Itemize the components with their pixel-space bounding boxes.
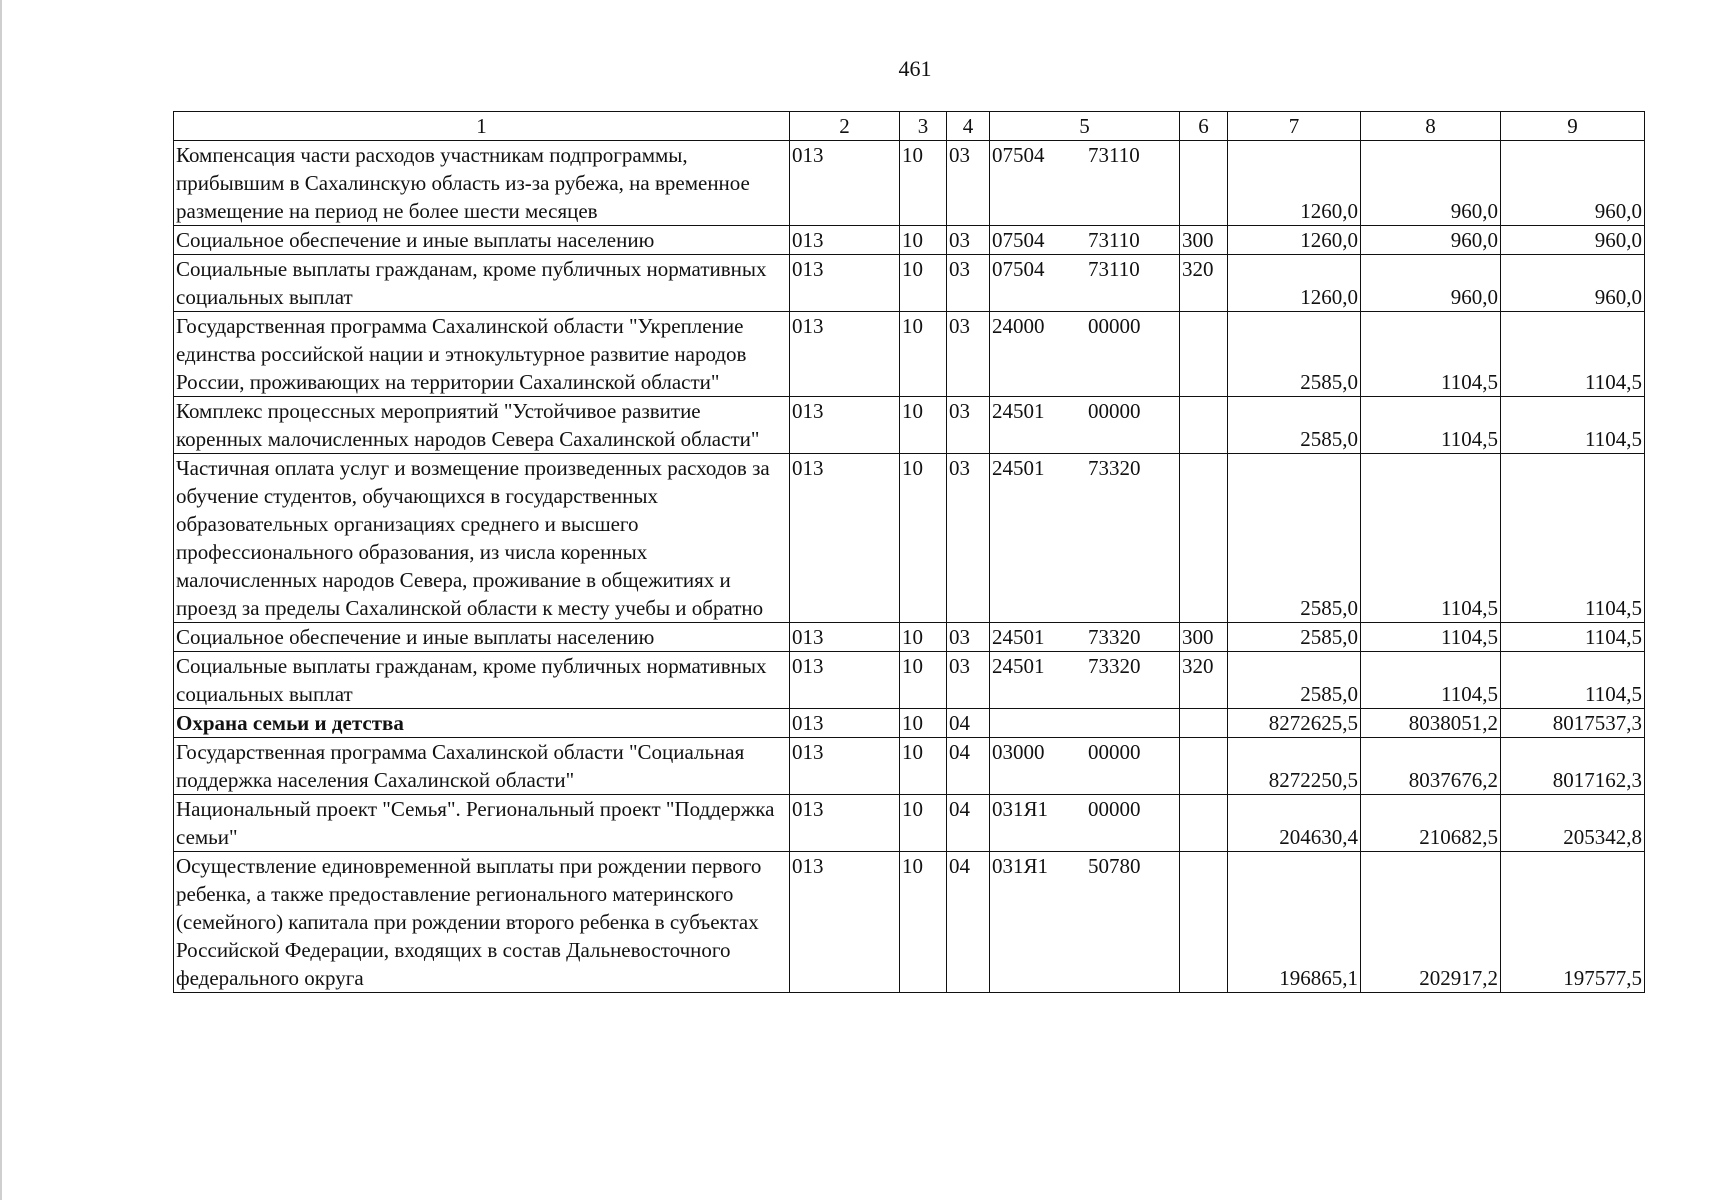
amount-col9-cell: 1104,5 bbox=[1501, 652, 1645, 709]
amount-col8-cell: 1104,5 bbox=[1361, 397, 1501, 454]
table-row bbox=[174, 397, 1645, 454]
section-cell: 10 bbox=[900, 255, 947, 312]
program-code-part1: 24501 bbox=[992, 654, 1045, 678]
table-row bbox=[174, 652, 1645, 709]
program-code-part2: 50780 bbox=[1088, 854, 1141, 878]
expense-type-cell bbox=[1180, 312, 1228, 397]
program-code-part2: 00000 bbox=[1088, 314, 1141, 338]
expense-type-cell bbox=[1180, 795, 1228, 852]
subsection-cell: 03 bbox=[947, 652, 990, 709]
amount-col7-cell: 2585,0 bbox=[1228, 312, 1361, 397]
program-code-part1: 07504 bbox=[992, 143, 1045, 167]
expense-type-cell: 300 bbox=[1180, 226, 1228, 255]
header-row bbox=[174, 112, 1645, 141]
section-cell: 10 bbox=[900, 312, 947, 397]
table-row bbox=[174, 623, 1645, 652]
expense-type-cell: 320 bbox=[1180, 652, 1228, 709]
subsection-cell: 03 bbox=[947, 226, 990, 255]
program-code-part2: 73110 bbox=[1088, 228, 1140, 252]
header-cell: 8 bbox=[1361, 112, 1501, 141]
amount-col9-cell: 960,0 bbox=[1501, 226, 1645, 255]
admin-code-cell: 013 bbox=[790, 652, 900, 709]
amount-col8-cell: 960,0 bbox=[1361, 141, 1501, 226]
table-row bbox=[174, 255, 1645, 312]
subsection-cell: 04 bbox=[947, 795, 990, 852]
section-cell: 10 bbox=[900, 141, 947, 226]
header-cell: 2 bbox=[790, 112, 900, 141]
expense-type-cell bbox=[1180, 454, 1228, 623]
section-cell: 10 bbox=[900, 709, 947, 738]
amount-col9-cell: 1104,5 bbox=[1501, 397, 1645, 454]
admin-code-cell: 013 bbox=[790, 852, 900, 993]
amount-col7-cell: 1260,0 bbox=[1228, 226, 1361, 255]
amount-col7-cell: 196865,1 bbox=[1228, 852, 1361, 993]
table-row bbox=[174, 738, 1645, 795]
amount-col9-cell: 960,0 bbox=[1501, 255, 1645, 312]
row-name-cell: Социальное обеспечение и иные выплаты населению bbox=[174, 623, 790, 652]
row-name-cell: Социальное обеспечение и иные выплаты населению bbox=[174, 226, 790, 255]
amount-col7-cell: 8272250,5 bbox=[1228, 738, 1361, 795]
program-code-part2: 73110 bbox=[1088, 257, 1140, 281]
row-name-cell: Национальный проект "Семья". Региональный проект "Поддержка семьи" bbox=[174, 795, 790, 852]
amount-col9-cell: 1104,5 bbox=[1501, 454, 1645, 623]
row-name-cell: Государственная программа Сахалинской области "Укрепление единства российской нации и этнокультурное развитие народов России, проживающих на территории Сахалинской области" bbox=[174, 312, 790, 397]
amount-col8-cell: 1104,5 bbox=[1361, 454, 1501, 623]
admin-code-cell: 013 bbox=[790, 795, 900, 852]
header-cell: 7 bbox=[1228, 112, 1361, 141]
header-cell: 9 bbox=[1501, 112, 1645, 141]
subsection-cell: 03 bbox=[947, 623, 990, 652]
table-row bbox=[174, 852, 1645, 993]
subsection-cell: 03 bbox=[947, 255, 990, 312]
amount-col9-cell: 1104,5 bbox=[1501, 312, 1645, 397]
amount-col8-cell: 8038051,2 bbox=[1361, 709, 1501, 738]
program-code-part1: 24501 bbox=[992, 456, 1045, 480]
admin-code-cell: 013 bbox=[790, 226, 900, 255]
program-code-part2: 73320 bbox=[1088, 456, 1141, 480]
program-code-part2: 00000 bbox=[1088, 797, 1141, 821]
admin-code-cell: 013 bbox=[790, 312, 900, 397]
table-row bbox=[174, 454, 1645, 623]
expense-type-cell bbox=[1180, 852, 1228, 993]
amount-col9-cell: 1104,5 bbox=[1501, 623, 1645, 652]
program-code-cell bbox=[990, 652, 1180, 709]
program-code-part2: 00000 bbox=[1088, 740, 1141, 764]
amount-col7-cell: 204630,4 bbox=[1228, 795, 1361, 852]
section-cell: 10 bbox=[900, 652, 947, 709]
amount-col9-cell: 8017162,3 bbox=[1501, 738, 1645, 795]
expense-type-cell bbox=[1180, 709, 1228, 738]
row-name-cell: Государственная программа Сахалинской области "Социальная поддержка населения Сахалинской области" bbox=[174, 738, 790, 795]
scan-edge bbox=[0, 0, 2, 1200]
section-cell: 10 bbox=[900, 795, 947, 852]
subsection-cell: 03 bbox=[947, 397, 990, 454]
amount-col8-cell: 960,0 bbox=[1361, 226, 1501, 255]
amount-col7-cell: 1260,0 bbox=[1228, 255, 1361, 312]
table-row bbox=[174, 312, 1645, 397]
amount-col7-cell: 2585,0 bbox=[1228, 397, 1361, 454]
program-code-cell bbox=[990, 255, 1180, 312]
program-code-cell bbox=[990, 226, 1180, 255]
amount-col9-cell: 960,0 bbox=[1501, 141, 1645, 226]
row-name-cell: Частичная оплата услуг и возмещение произведенных расходов за обучение студентов, обучающихся в государственных образовательных организациях среднего и высшего профессионального образования, из числа коренных малочисленных народов Севера, проживание в общежитиях и проезд за пределы Сахалинской области к месту учебы и обратно bbox=[174, 454, 790, 623]
program-code-part2: 73320 bbox=[1088, 654, 1141, 678]
section-cell: 10 bbox=[900, 852, 947, 993]
section-cell: 10 bbox=[900, 738, 947, 795]
expense-type-cell: 300 bbox=[1180, 623, 1228, 652]
row-name-cell: Компенсация части расходов участникам подпрограммы, прибывшим в Сахалинскую область из-за рубежа, на временное размещение на период не более шести месяцев bbox=[174, 141, 790, 226]
amount-col8-cell: 202917,2 bbox=[1361, 852, 1501, 993]
row-name-cell: Социальные выплаты гражданам, кроме публичных нормативных социальных выплат bbox=[174, 652, 790, 709]
amount-col9-cell: 205342,8 bbox=[1501, 795, 1645, 852]
amount-col8-cell: 960,0 bbox=[1361, 255, 1501, 312]
section-cell: 10 bbox=[900, 226, 947, 255]
section-cell: 10 bbox=[900, 454, 947, 623]
table-row bbox=[174, 795, 1645, 852]
admin-code-cell: 013 bbox=[790, 709, 900, 738]
program-code-cell bbox=[990, 795, 1180, 852]
amount-col7-cell: 2585,0 bbox=[1228, 623, 1361, 652]
program-code-part2: 73110 bbox=[1088, 143, 1140, 167]
section-cell: 10 bbox=[900, 623, 947, 652]
table-row bbox=[174, 226, 1645, 255]
row-name-cell: Осуществление единовременной выплаты при рождении первого ребенка, а также предоставление регионального материнского (семейного) капитала при рождении второго ребенка в субъектах Российской Федерации, входящих в состав Дальневосточного федерального округа bbox=[174, 852, 790, 993]
program-code-cell bbox=[990, 852, 1180, 993]
amount-col7-cell: 1260,0 bbox=[1228, 141, 1361, 226]
program-code-cell bbox=[990, 312, 1180, 397]
program-code-part1: 24000 bbox=[992, 314, 1045, 338]
row-name-cell: Комплекс процессных мероприятий "Устойчивое развитие коренных малочисленных народов Севера Сахалинской области" bbox=[174, 397, 790, 454]
subsection-cell: 04 bbox=[947, 852, 990, 993]
program-code-cell bbox=[990, 454, 1180, 623]
page-number: 461 bbox=[898, 56, 932, 81]
program-code-cell bbox=[990, 623, 1180, 652]
amount-col8-cell: 210682,5 bbox=[1361, 795, 1501, 852]
program-code-part2: 73320 bbox=[1088, 625, 1141, 649]
program-code-part1: 031Я1 bbox=[992, 854, 1049, 878]
program-code-part1: 07504 bbox=[992, 228, 1045, 252]
program-code-cell bbox=[990, 709, 1180, 738]
admin-code-cell: 013 bbox=[790, 255, 900, 312]
row-name-cell: Охрана семьи и детства bbox=[174, 709, 790, 738]
program-code-part1: 24501 bbox=[992, 625, 1045, 649]
header-cell: 1 bbox=[174, 112, 790, 141]
program-code-part1: 24501 bbox=[992, 399, 1045, 423]
amount-col7-cell: 8272625,5 bbox=[1228, 709, 1361, 738]
amount-col8-cell: 1104,5 bbox=[1361, 312, 1501, 397]
program-code-part1: 031Я1 bbox=[992, 797, 1049, 821]
amount-col8-cell: 1104,5 bbox=[1361, 652, 1501, 709]
budget-table bbox=[173, 111, 1645, 993]
section-cell: 10 bbox=[900, 397, 947, 454]
table-row bbox=[174, 709, 1645, 738]
table-row bbox=[174, 141, 1645, 226]
program-code-part1: 07504 bbox=[992, 257, 1045, 281]
amount-col9-cell: 197577,5 bbox=[1501, 852, 1645, 993]
admin-code-cell: 013 bbox=[790, 454, 900, 623]
admin-code-cell: 013 bbox=[790, 623, 900, 652]
expense-type-cell bbox=[1180, 397, 1228, 454]
header-cell: 4 bbox=[947, 112, 990, 141]
amount-col8-cell: 8037676,2 bbox=[1361, 738, 1501, 795]
program-code-part1: 03000 bbox=[992, 740, 1045, 764]
amount-col8-cell: 1104,5 bbox=[1361, 623, 1501, 652]
header-cell: 6 bbox=[1180, 112, 1228, 141]
header-cell: 3 bbox=[900, 112, 947, 141]
admin-code-cell: 013 bbox=[790, 141, 900, 226]
program-code-cell bbox=[990, 738, 1180, 795]
admin-code-cell: 013 bbox=[790, 738, 900, 795]
program-code-cell bbox=[990, 141, 1180, 226]
admin-code-cell: 013 bbox=[790, 397, 900, 454]
amount-col9-cell: 8017537,3 bbox=[1501, 709, 1645, 738]
row-name-cell: Социальные выплаты гражданам, кроме публичных нормативных социальных выплат bbox=[174, 255, 790, 312]
header-cell: 5 bbox=[990, 112, 1180, 141]
amount-col7-cell: 2585,0 bbox=[1228, 652, 1361, 709]
subsection-cell: 04 bbox=[947, 709, 990, 738]
expense-type-cell bbox=[1180, 141, 1228, 226]
expense-type-cell bbox=[1180, 738, 1228, 795]
subsection-cell: 03 bbox=[947, 454, 990, 623]
program-code-part2: 00000 bbox=[1088, 399, 1141, 423]
program-code-cell bbox=[990, 397, 1180, 454]
subsection-cell: 03 bbox=[947, 141, 990, 226]
expense-type-cell: 320 bbox=[1180, 255, 1228, 312]
subsection-cell: 04 bbox=[947, 738, 990, 795]
subsection-cell: 03 bbox=[947, 312, 990, 397]
amount-col7-cell: 2585,0 bbox=[1228, 454, 1361, 623]
